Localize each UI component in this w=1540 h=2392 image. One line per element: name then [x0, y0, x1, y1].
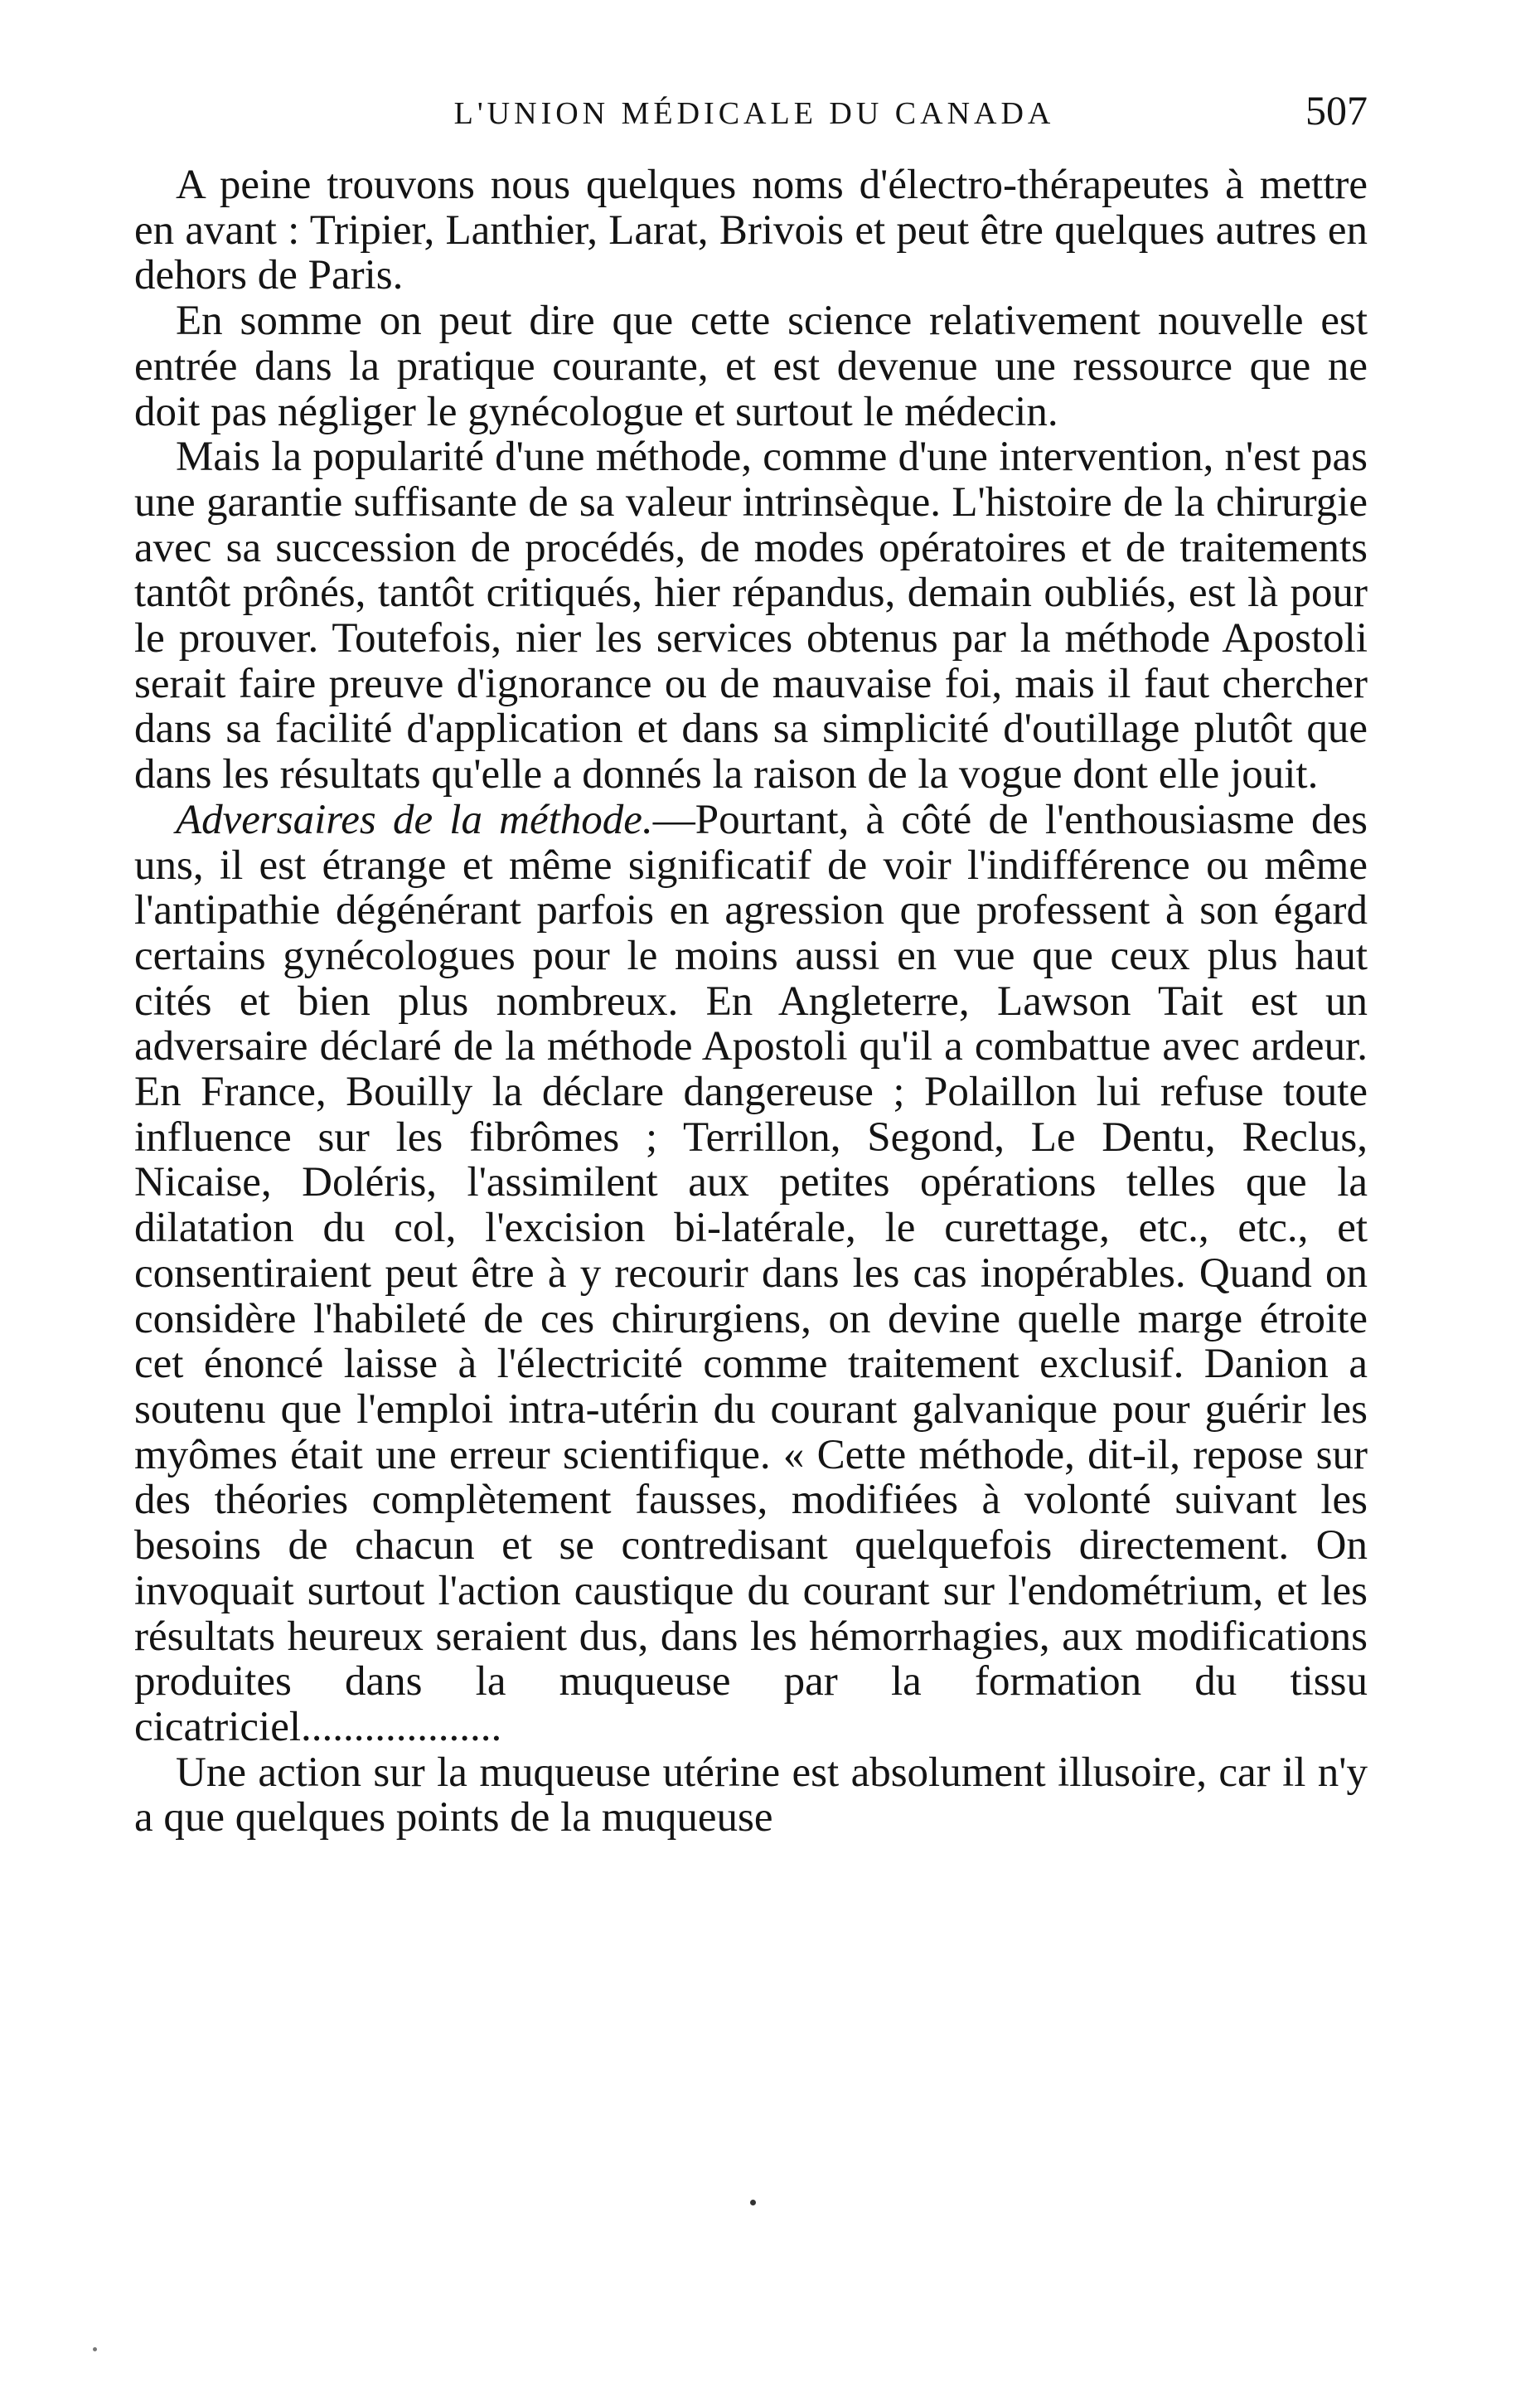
ink-speck [93, 2347, 97, 2351]
paragraph-electrotherapists [134, 163, 1368, 298]
paragraph-adversaries [134, 798, 1368, 1750]
paragraph-summary [134, 298, 1368, 434]
paragraph-text: En somme on peut dire que cette science relativement nouvelle est entrée dans la pratique courante, et est devenue une ressource que ne doit pas négliger le gynécologue et surtout le médecin. [134, 298, 1368, 435]
running-title: L'UNION MÉDICALE DU CANADA [453, 96, 1055, 131]
section-subhead: Adversaires de la méthode. [176, 796, 653, 843]
paragraph-text: Mais la popularité d'une méthode, comme d'une intervention, n'est pas une garantie suffisante de sa valeur intrinsèque. L'histoire de la chirurgie avec sa succession de procédés, de modes opératoires et de traitements tantôt prônés, tantôt critiqués, hier répandus, demain oubliés, est là pour le prouver. Toutefois, nier les services obtenus par la méthode Apostoli serait faire preuve d'ignorance ou de mauvaise foi, mais il faut chercher dans sa facilité d'application et dans sa simplicité d'outillage plutôt que dans les résultats qu'elle a donnés la raison de la vogue dont elle jouit. [134, 434, 1368, 798]
body-text [134, 163, 1368, 1841]
paragraph-popularity [134, 434, 1368, 798]
ink-speck [750, 2200, 756, 2205]
paragraph-text: Une action sur la muqueuse utérine est absolument illusoire, car il n'y a que quelques points de la muqueuse [134, 1749, 1368, 1841]
running-head [141, 87, 1368, 145]
paragraph-mucosa [134, 1750, 1368, 1841]
paragraph-text: —Pourtant, à côté de l'enthousiasme des uns, il est étrange et même significatif de voir l'indifférence ou même l'antipathie dégénérant parfois en agression que professent à son égard certains gynécologues pour le moins aussi en vue que ceux plus haut cités et bien plus nombreux. En Angleterre, Lawson Tait est un adversaire déclaré de la méthode Apostoli qu'il a combattue avec ardeur. En France, Bouilly la déclare dangereuse ; Polaillon lui refuse toute influence sur les fibrômes ; Terrillon, Segond, Le Dentu, Reclus, Nicaise, Doléris, l'assimilent aux petites opérations telles que la dilatation du col, l'excision bi-latérale, le curettage, etc., etc., et consentiraient peut être à y recourir dans les cas inopérables. Quand on considère l'habileté de ces chirurgiens, on devine quelle marge étroite cet énoncé laisse à l'électricité comme traitement exclusif. Danion a soutenu que l'emploi intra-utérin du courant galvanique pour guérir les myômes était une erreur scientifique. « Cette méthode, dit-il, repose sur des théories complètement fausses, modifiées à volonté suivant les besoins de chacun et se contredisant quelquefois directement. On invoquait surtout l'action caustique du courant sur l'endométrium, et les résultats heureux seraient dus, dans les hémorrhagies, aux modifications produites dans la muqueuse par la formation du tissu cicatriciel................... [134, 796, 1368, 1750]
paragraph-text: A peine trouvons nous quelques noms d'électro-thérapeutes à mettre en avant : Tripier, Lanthier, Larat, Brivois et peut être quelques autres en dehors de Paris. [134, 162, 1368, 299]
page-number: 507 [1305, 87, 1368, 133]
